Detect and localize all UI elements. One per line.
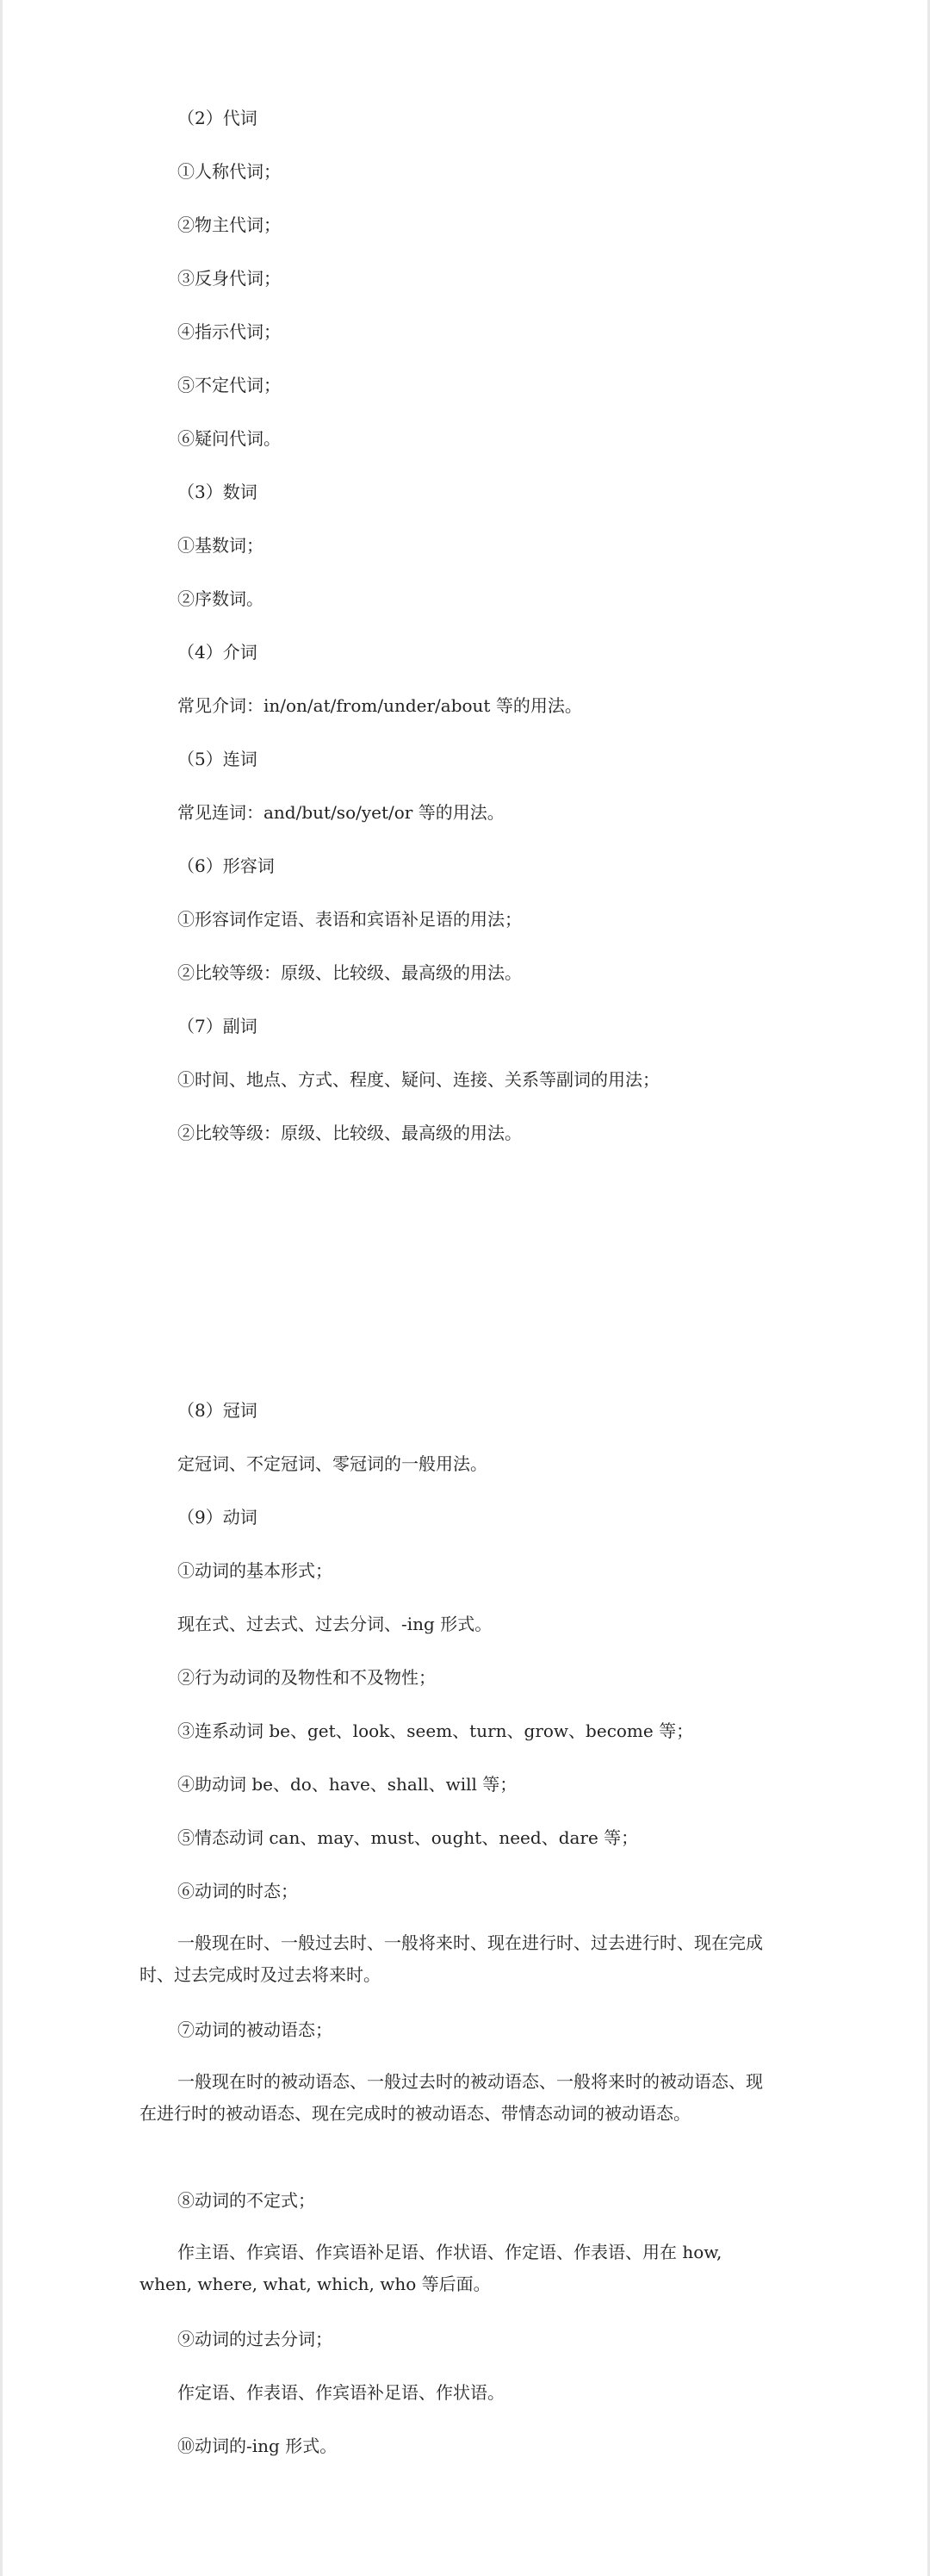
verb-ing-title: ⑩动词的-ing 形式。 bbox=[177, 2436, 338, 2456]
pronoun-item-6: ⑥疑问代词。 bbox=[177, 428, 281, 449]
verb-basic-forms-title: ①动词的基本形式； bbox=[177, 1560, 332, 1581]
heading-article: （8）冠词 bbox=[177, 1400, 257, 1421]
verb-passive-text: 一般现在时的被动语态、一般过去时的被动语态、一般将来时的被动语态、现在进行时的被动语态、现在完成时的被动语态、带情态动词的被动语态。 bbox=[140, 2071, 763, 2124]
numeral-item-2: ②序数词。 bbox=[177, 588, 264, 609]
verb-modal: ⑤情态动词 can、may、must、ought、need、dare 等； bbox=[177, 1827, 639, 1848]
adjective-item-1: ①形容词作定语、表语和宾语补足语的用法； bbox=[177, 909, 522, 930]
conjunction-text: 常见连词：and/but/so/yet/or 等的用法。 bbox=[177, 802, 505, 823]
numeral-item-1: ①基数词； bbox=[177, 535, 264, 556]
verb-passive-title: ⑦动词的被动语态； bbox=[177, 2019, 332, 2040]
pronoun-item-4: ④指示代词； bbox=[177, 321, 281, 342]
pronoun-item-5: ⑤不定代词； bbox=[177, 375, 281, 395]
adjective-item-2: ②比较等级：原级、比较级、最高级的用法。 bbox=[177, 962, 522, 983]
verb-transitivity: ②行为动词的及物性和不及物性； bbox=[177, 1667, 436, 1688]
heading-numeral: （3）数词 bbox=[177, 482, 257, 502]
verb-basic-forms-text: 现在式、过去式、过去分词、-ing 形式。 bbox=[177, 1614, 493, 1634]
adverb-item-2: ②比较等级：原级、比较级、最高级的用法。 bbox=[177, 1123, 522, 1143]
article-text: 定冠词、不定冠词、零冠词的一般用法。 bbox=[177, 1453, 487, 1474]
verb-past-participle-text: 作定语、作表语、作宾语补足语、作状语。 bbox=[177, 2382, 505, 2403]
heading-verb: （9）动词 bbox=[177, 1507, 257, 1528]
heading-pronoun: （2）代词 bbox=[177, 108, 257, 128]
verb-tense-title: ⑥动词的时态； bbox=[177, 1881, 298, 1901]
pronoun-item-3: ③反身代词； bbox=[177, 268, 281, 289]
verb-infinitive-title: ⑧动词的不定式； bbox=[177, 2190, 315, 2211]
verb-tense-text: 一般现在时、一般过去时、一般将来时、现在进行时、过去进行时、现在完成时、过去完成时及过去将来时。 bbox=[140, 1932, 763, 1985]
verb-auxiliary: ④助动词 be、do、have、shall、will 等； bbox=[177, 1774, 518, 1795]
verb-linking: ③连系动词 be、get、look、seem、turn、grow、become 等； bbox=[177, 1720, 694, 1741]
adverb-item-1: ①时间、地点、方式、程度、疑问、连接、关系等副词的用法； bbox=[177, 1069, 660, 1090]
verb-infinitive-text: 作主语、作宾语、作宾语补足语、作状语、作定语、作表语、用在 how, when, where, what, which, who 等后面。 bbox=[140, 2242, 722, 2294]
pronoun-item-1: ①人称代词； bbox=[177, 161, 281, 182]
pronoun-item-2: ②物主代词； bbox=[177, 215, 281, 235]
verb-past-participle-title: ⑨动词的过去分词； bbox=[177, 2329, 332, 2349]
preposition-text: 常见介词：in/on/at/from/under/about 等的用法。 bbox=[177, 695, 582, 716]
heading-adverb: （7）副词 bbox=[177, 1016, 257, 1036]
heading-preposition: （4）介词 bbox=[177, 642, 257, 663]
heading-conjunction: （5）连词 bbox=[177, 749, 257, 769]
heading-adjective: （6）形容词 bbox=[177, 856, 275, 876]
